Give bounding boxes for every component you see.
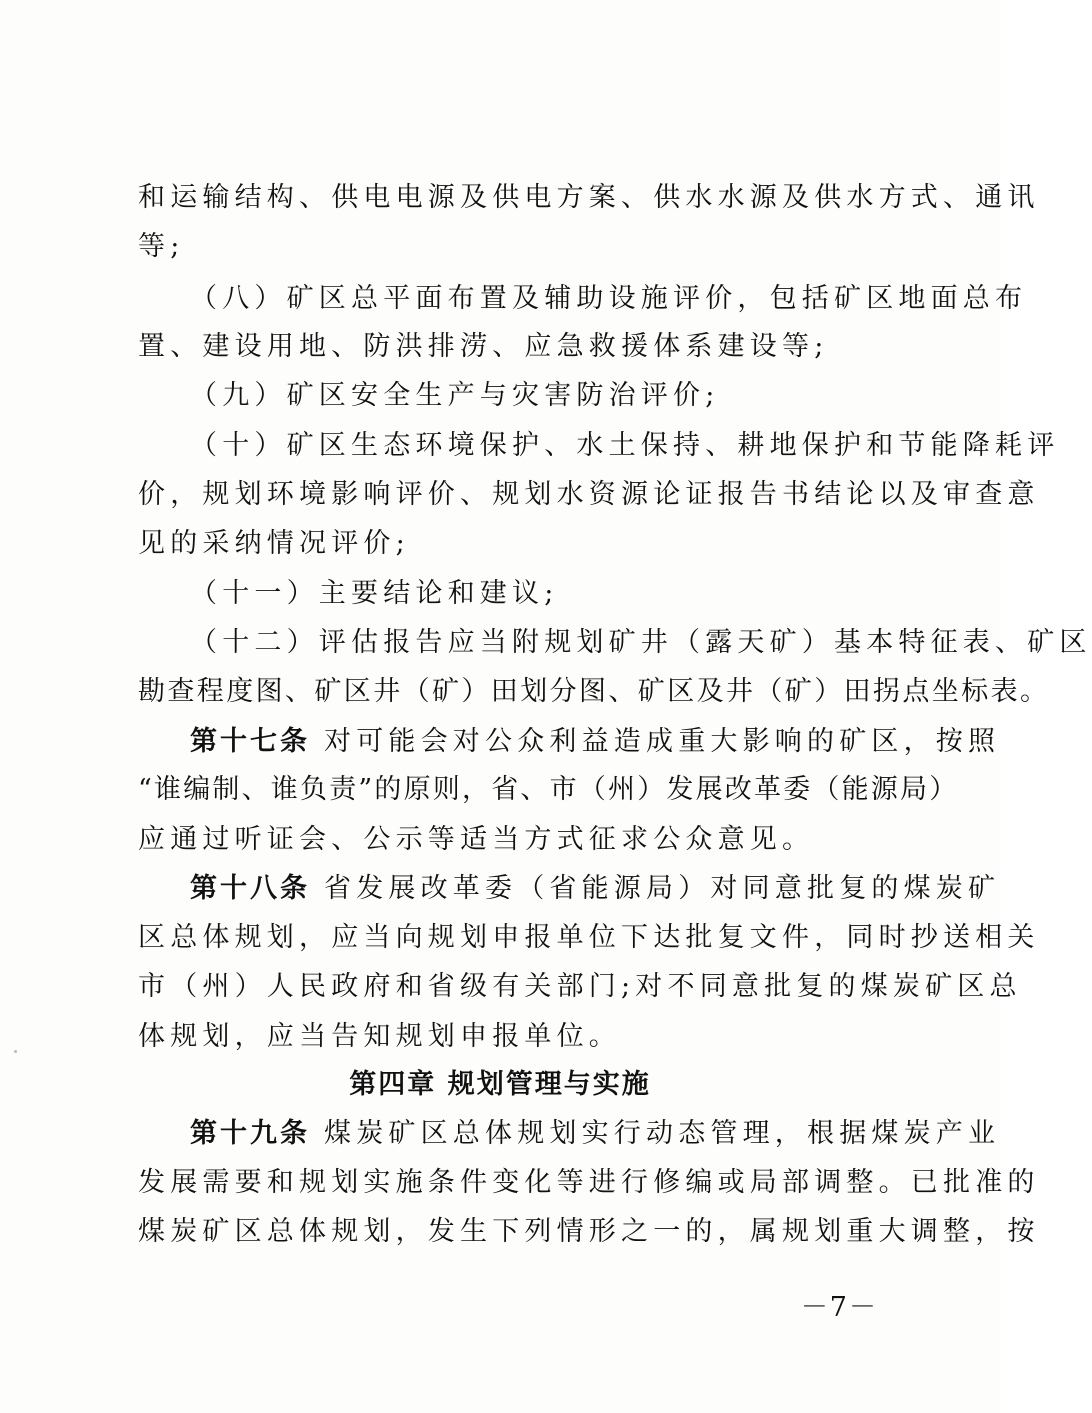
article-18-text: 省发展改革委（省能源局）对同意批复的煤炭矿	[324, 873, 1001, 904]
body-line: 等;	[138, 231, 185, 262]
page-number: －7－	[800, 1292, 878, 1323]
body-line: 发展需要和规划实施条件变化等进行修编或局部调整。已批准的	[138, 1167, 1040, 1198]
body-line: 市（州）人民政府和省级有关部门;对不同意批复的煤炭矿区总	[138, 971, 1022, 1002]
article-19-line-1	[190, 1116, 1000, 1152]
body-line: （十二）评估报告应当附规划矿井（露天矿）基本特征表、矿区	[190, 627, 1092, 658]
body-line: 应通过听证会、公示等适当方式征求公众意见。	[138, 824, 815, 855]
article-17-line-1	[190, 724, 1000, 760]
body-line: （九）矿区安全生产与灾害防治评价;	[190, 380, 720, 411]
article-18-heading: 第十八条	[190, 873, 310, 904]
scan-speck	[14, 1050, 17, 1053]
article-17-heading: 第十七条	[190, 726, 310, 757]
body-line: 价，规划环境影响评价、规划水资源论证报告书结论以及审查意	[138, 479, 1040, 510]
body-line: 区总体规划，应当向规划申报单位下达批复文件，同时抄送相关	[138, 922, 1040, 953]
body-line: 见的采纳情况评价;	[138, 528, 410, 559]
article-18-line-1	[190, 871, 1000, 907]
article-19-heading: 第十九条	[190, 1118, 310, 1149]
chapter-heading: 第四章 规划管理与实施	[349, 1069, 651, 1100]
body-line: 煤炭矿区总体规划，发生下列情形之一的，属规划重大调整，按	[138, 1216, 1040, 1247]
body-line: 体规划，应当告知规划申报单位。	[138, 1021, 621, 1052]
body-line: “谁编制、谁负责”的原则，省、市（州）发展改革委（能源局）	[138, 774, 959, 805]
body-line: 勘查程度图、矿区井（矿）田划分图、矿区及井（矿）田拐点坐标表。	[138, 676, 1050, 707]
body-line: 和运输结构、供电电源及供电方案、供水水源及供水方式、通讯	[138, 182, 1040, 213]
body-line: 置、建设用地、防洪排涝、应急救援体系建设等;	[138, 331, 829, 362]
body-line: （八）矿区总平面布置及辅助设施评价，包括矿区地面总布	[190, 283, 1028, 314]
article-19-text: 煤炭矿区总体规划实行动态管理，根据煤炭产业	[324, 1118, 1001, 1149]
body-line: （十）矿区生态环境保护、水土保持、耕地保护和节能降耗评	[190, 430, 1060, 461]
body-line: （十一）主要结论和建议;	[190, 578, 559, 609]
article-17-text: 对可能会对公众利益造成重大影响的矿区，按照	[324, 726, 1001, 757]
